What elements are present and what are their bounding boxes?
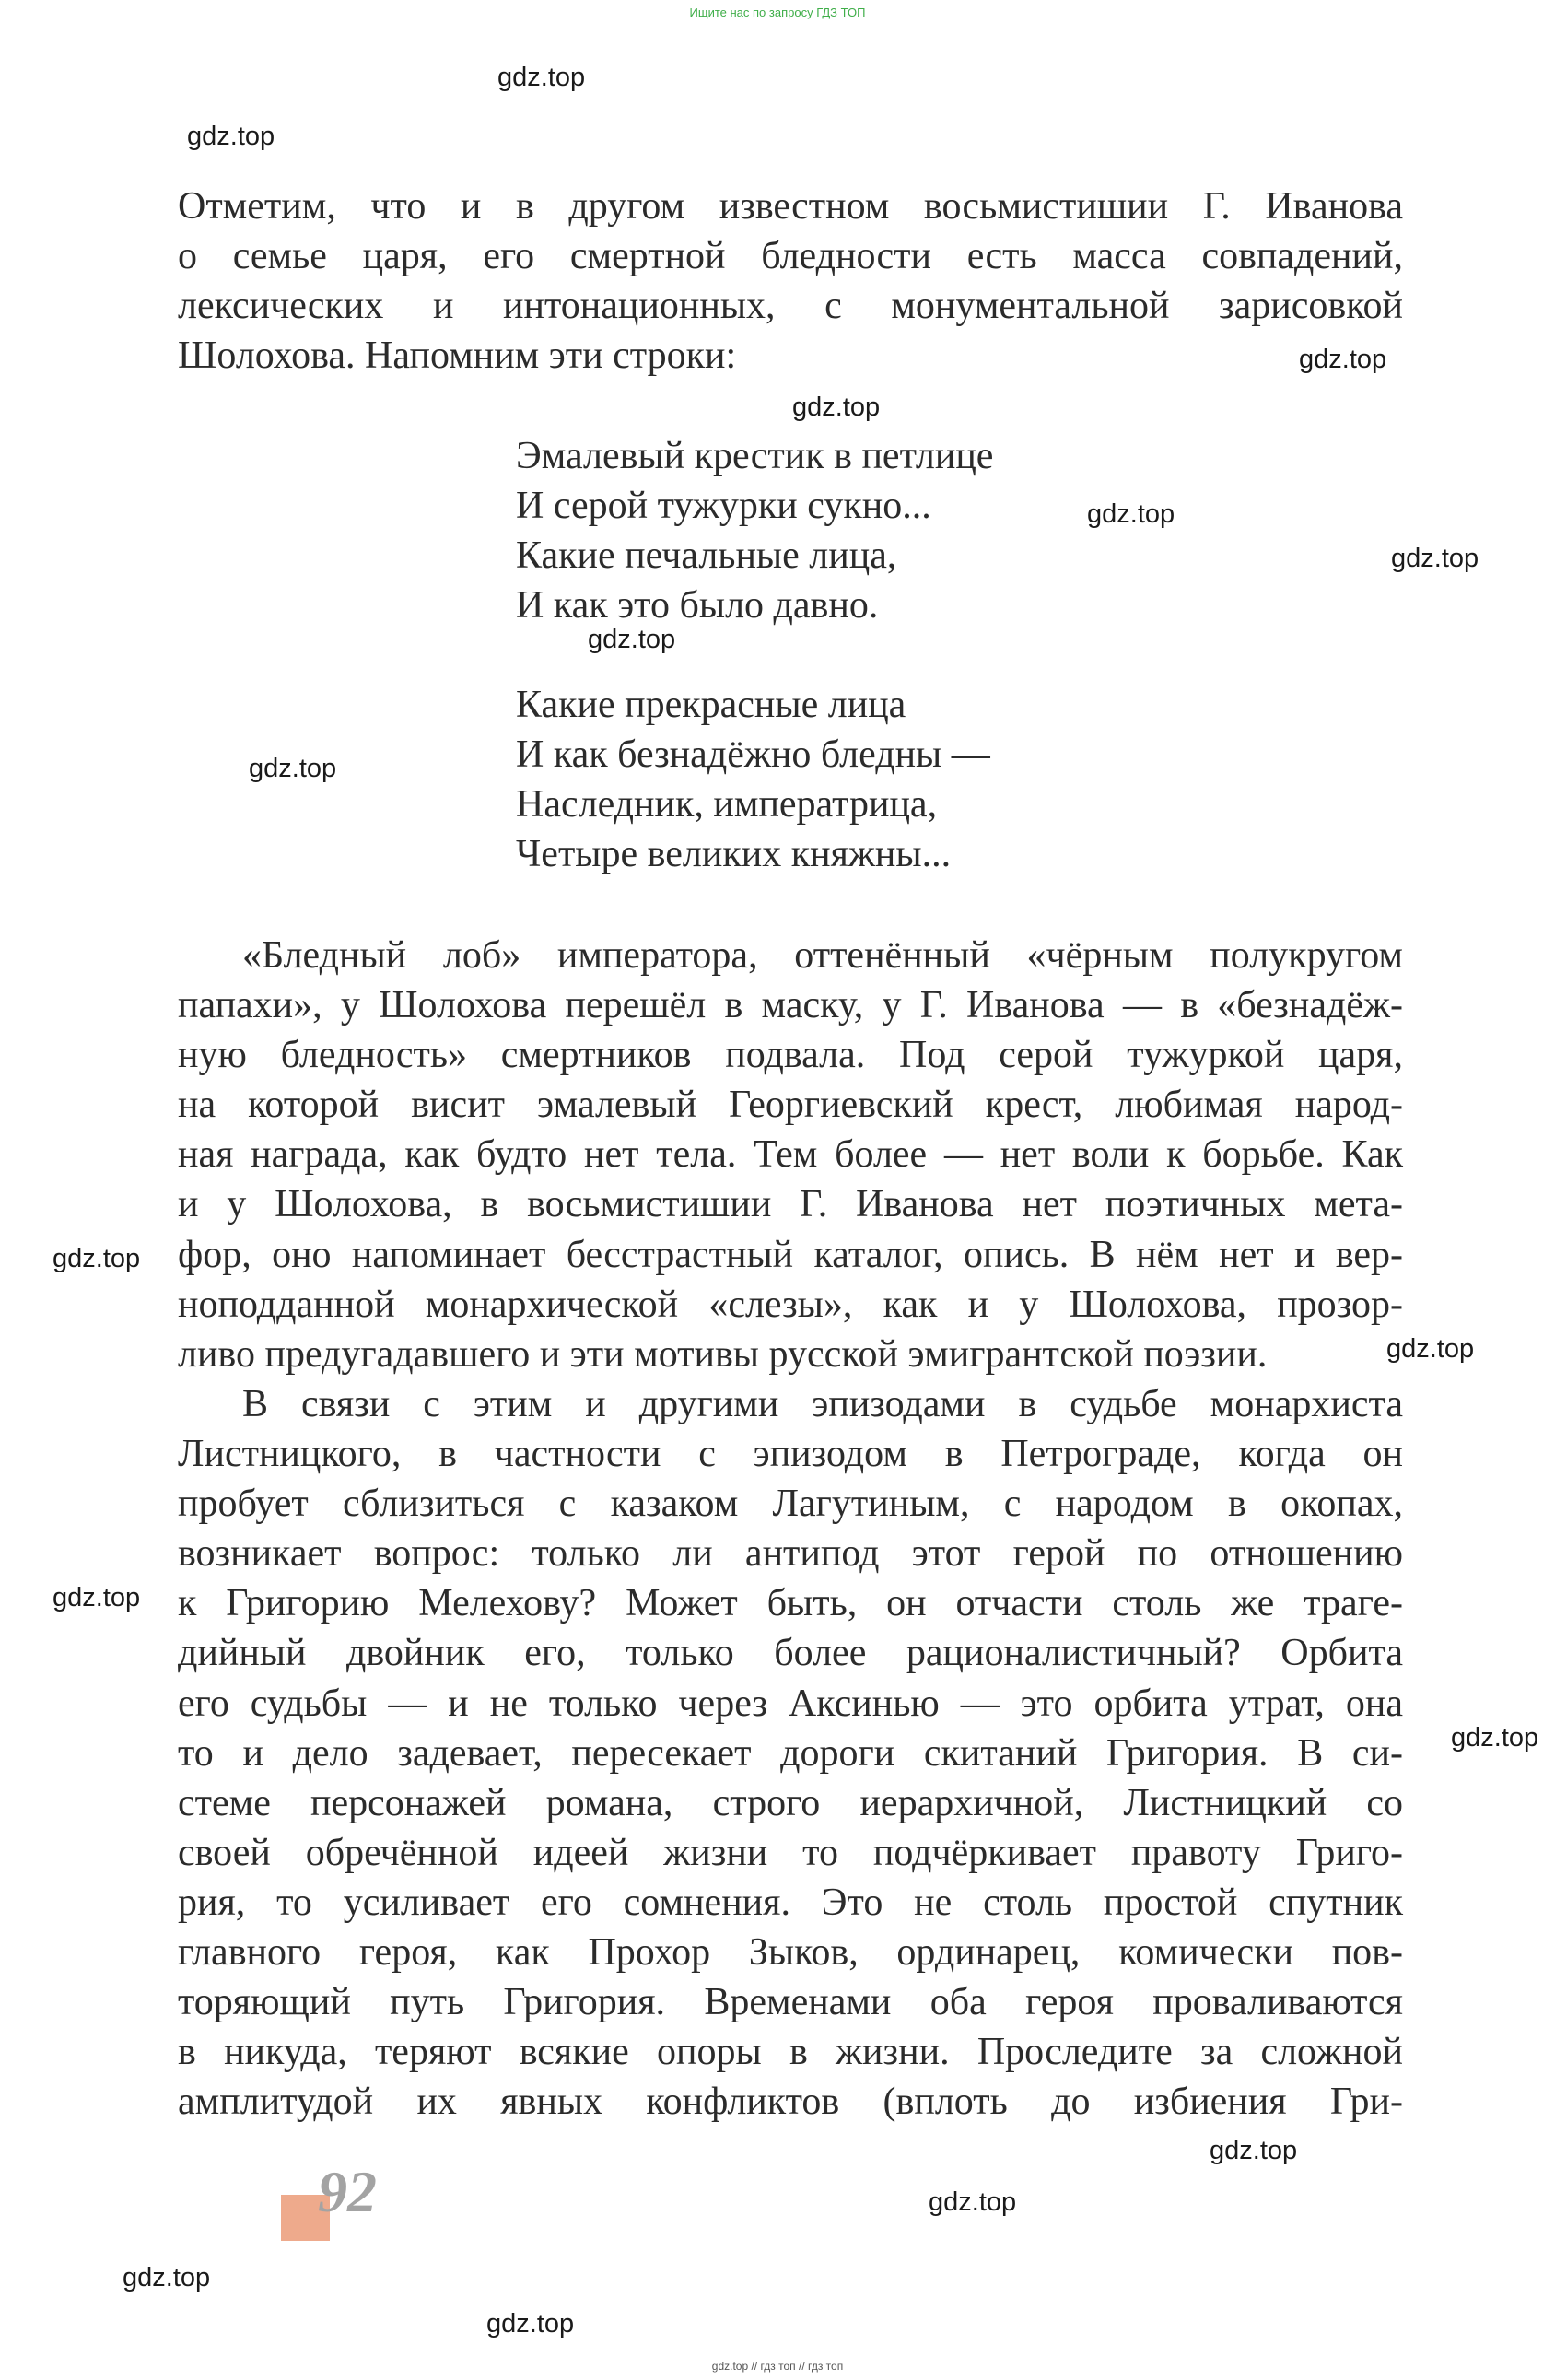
intro-paragraph xyxy=(178,182,1403,381)
text-line: пробует сблизиться с казаком Лагутиным, с народом в окопах, xyxy=(178,1483,1403,1526)
text-line: Отметим, что и в другом известном восьмистишии Г. Иванова xyxy=(178,185,1403,228)
text-line: стеме персонажей романа, строго иерархичной, Листницкий со xyxy=(178,1781,1403,1824)
watermark: gdz.top xyxy=(497,63,586,92)
watermark: gdz.top xyxy=(1299,345,1387,374)
text-line: главного героя, как Прохор Зыков, ординарец, комически пов- xyxy=(178,1931,1403,1975)
watermark: gdz.top xyxy=(1210,2136,1298,2165)
watermark: gdz.top xyxy=(1386,1334,1475,1364)
text-line: в никуда, теряют всякие опоры в жизни. Проследите за сложной xyxy=(178,2031,1403,2074)
text-line: возникает вопрос: только ли антипод этот герой по отношению xyxy=(178,1532,1403,1576)
text-line: рия, то усиливает его сомнения. Это не столь простой спутник xyxy=(178,1881,1403,1924)
poem-stanza-1 xyxy=(516,431,993,630)
text-line: В связи с этим и другими эпизодами в судьбе монархиста xyxy=(242,1383,1403,1425)
poem-line: И серой тужурки сукно... xyxy=(516,485,931,527)
watermark: gdz.top xyxy=(123,2263,211,2292)
text-line: ную бледность» смертников подвала. Под серой тужуркой царя, xyxy=(178,1034,1403,1077)
watermark: gdz.top xyxy=(187,122,275,151)
text-line: ливо предугадавшего и эти мотивы русской эмигрантской поэзии. xyxy=(178,1332,1268,1376)
poem-stanza-2 xyxy=(516,680,990,879)
watermark: gdz.top xyxy=(486,2309,575,2339)
page-number: 92 xyxy=(318,2159,377,2224)
watermark: gdz.top xyxy=(588,625,676,654)
watermark: gdz.top xyxy=(792,393,881,422)
watermark: gdz.top xyxy=(1451,1723,1539,1753)
poem-line: Четыре великих княжны... xyxy=(516,833,952,875)
poem-line: Наследник, императрица, xyxy=(516,783,938,826)
text-line: на которой висит эмалевый Георгиевский крест, любимая народ- xyxy=(178,1084,1403,1127)
text-line: и у Шолохова, в восьмистишии Г. Иванова нет поэтичных мета- xyxy=(178,1183,1403,1226)
poem-line: Эмалевый крестик в петлице xyxy=(516,435,994,477)
text-line: о семье царя, его смертной бледности есть масса совпадений, xyxy=(178,235,1403,278)
body-paragraph xyxy=(178,931,1403,1379)
text-line: его судьбы — и не только через Аксинью — это орбита утрат, она xyxy=(178,1682,1403,1725)
header-note: Ищите нас по запросу ГДЗ ТОП xyxy=(689,6,866,19)
poem-line: Какие прекрасные лица xyxy=(516,684,906,726)
watermark: gdz.top xyxy=(249,754,337,783)
footer-note: gdz.top // гдз топ // гдз топ xyxy=(711,2360,844,2373)
text-line: Листницкого, в частности с эпизодом в Петрограде, когда он xyxy=(178,1433,1403,1476)
text-line: дийный двойник его, только более рационалистичный? Орбита xyxy=(178,1632,1403,1675)
text-line: ноподданной монархической «слезы», как и у Шолохова, прозор- xyxy=(178,1283,1403,1326)
text-line: ная награда, как будто нет тела. Тем более — нет воли к борьбе. Как xyxy=(178,1133,1403,1177)
watermark: gdz.top xyxy=(929,2187,1017,2217)
watermark: gdz.top xyxy=(1391,544,1479,573)
watermark: gdz.top xyxy=(1087,499,1175,529)
text-line: амплитудой их явных конфликтов (вплоть до избиения Гри- xyxy=(178,2081,1403,2124)
text-line: папахи», у Шолохова перешёл в маску, у Г. Иванова — в «безнадёж- xyxy=(178,984,1403,1027)
watermark: gdz.top xyxy=(53,1583,141,1612)
poem-line: И как это было давно. xyxy=(516,584,879,627)
text-line: фор, оно напоминает бесстрастный каталог, опись. В нём нет и вер- xyxy=(178,1233,1403,1276)
text-line: «Бледный лоб» императора, оттенённый «чёрным полукругом xyxy=(242,934,1403,977)
text-line: к Григорию Мелехову? Может быть, он отчасти столь же траге- xyxy=(178,1582,1403,1625)
text-line: Шолохова. Напомним эти строки: xyxy=(178,334,737,378)
text-line: своей обречённой идеей жизни то подчёркивает правоту Григо- xyxy=(178,1831,1403,1874)
body-paragraph xyxy=(178,1379,1403,2127)
text-line: то и дело задевает, пересекает дороги скитаний Григория. В си- xyxy=(178,1731,1403,1775)
watermark: gdz.top xyxy=(53,1244,141,1273)
poem-line: Какие печальные лица, xyxy=(516,534,897,577)
text-line: торяющий путь Григория. Временами оба героя проваливаются xyxy=(178,1981,1403,2024)
poem-line: И как безнадёжно бледны — xyxy=(516,733,990,776)
text-line: лексических и интонационных, с монументальной зарисовкой xyxy=(178,285,1403,328)
